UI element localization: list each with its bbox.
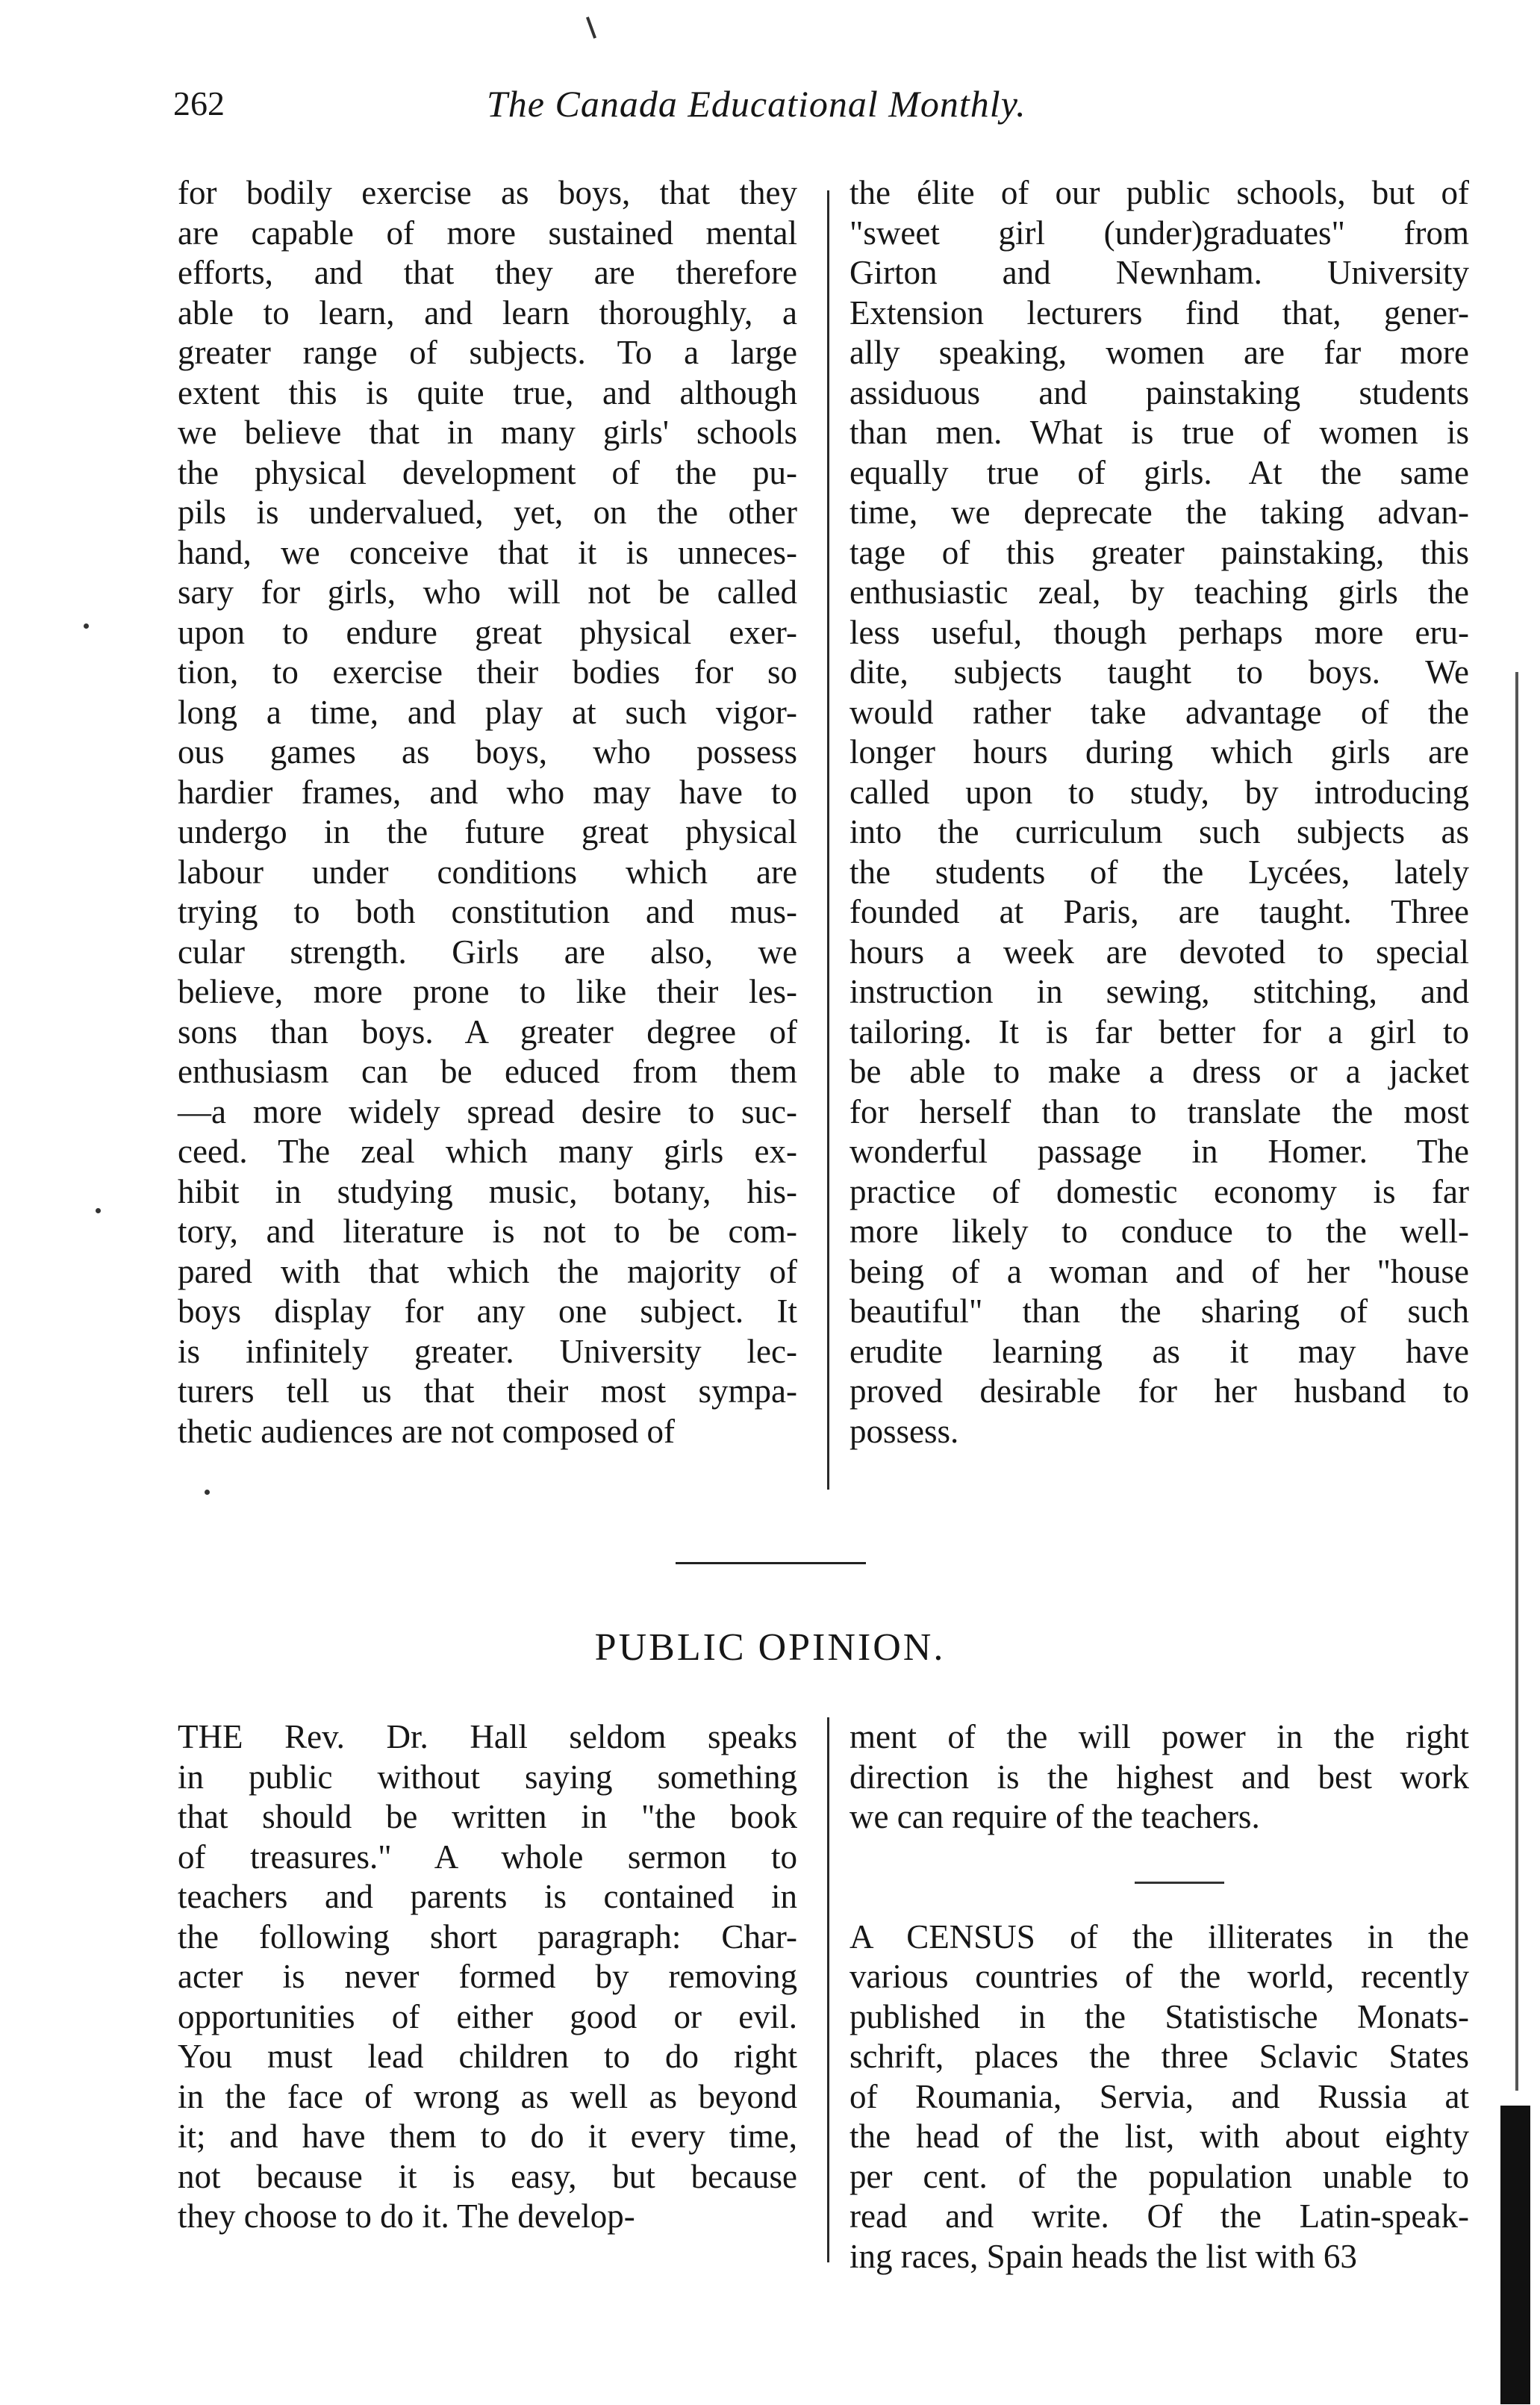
- text-line: the students of the Lycées, lately: [850, 853, 1469, 891]
- text-line: of treasures." A whole sermon to: [178, 1838, 797, 1876]
- text-line: they choose to do it. The develop-: [178, 2197, 635, 2235]
- text-line: being of a woman and of her "house: [850, 1252, 1469, 1290]
- page-header: [173, 78, 1472, 137]
- top-left-column: [178, 173, 797, 1452]
- text-line: acter is never formed by removing: [178, 1958, 797, 1995]
- text-line: "sweet girl (under)graduates" from: [850, 214, 1469, 252]
- text-line: various countries of the world, recently: [850, 1958, 1469, 1995]
- text-line: long a time, and play at such vigor-: [178, 693, 797, 731]
- text-line: pared with that which the majority of: [178, 1252, 797, 1290]
- text-line: time, we deprecate the taking advan-: [850, 494, 1469, 531]
- text-line: we can require of the teachers.: [850, 1798, 1260, 1835]
- text-line: the élite of our public schools, but of: [850, 174, 1469, 211]
- text-line: the following short paragraph: Char-: [178, 1917, 797, 1956]
- text-line: boys display for any one subject. It: [178, 1292, 797, 1330]
- text-line: enthusiastic zeal, by teaching girls the: [850, 573, 1469, 611]
- text-line: ceed. The zeal which many girls ex-: [178, 1133, 797, 1170]
- text-line: in public without saying something: [178, 1758, 797, 1796]
- text-line: hours a week are devoted to special: [850, 933, 1469, 971]
- text-line: opportunities of either good or evil.: [178, 1997, 797, 2035]
- text-line: —a more widely spread desire to suc-: [178, 1092, 797, 1130]
- scan-edge-line: [1515, 672, 1518, 2091]
- text-line: we believe that in many girls' schools: [178, 414, 797, 451]
- text-line: hardier frames, and who may have to: [178, 773, 797, 811]
- text-line: schrift, places the three Sclavic States: [850, 2038, 1469, 2075]
- top-right-column: [850, 173, 1469, 1452]
- text-line: erudite learning as it may have: [850, 1332, 1469, 1370]
- text-line: thetic audiences are not composed of: [178, 1412, 675, 1450]
- text-line: the physical development of the pu-: [178, 453, 797, 491]
- text-line: ment of the will power in the right: [850, 1718, 1469, 1755]
- text-line: ous games as boys, who possess: [178, 733, 797, 771]
- text-line: published in the Statistische Monats-: [850, 1997, 1469, 2035]
- text-line: longer hours during which girls are: [850, 733, 1469, 771]
- text-line: undergo in the future great physical: [178, 813, 797, 850]
- scan-speck: [205, 1490, 210, 1495]
- page-number: 262: [173, 84, 225, 122]
- text-line: are capable of more sustained mental: [178, 214, 797, 252]
- scan-mark: [586, 16, 596, 39]
- text-line: Extension lecturers find that, gener-: [850, 293, 1469, 332]
- text-line: sary for girls, who will not be called: [178, 573, 797, 611]
- text-line: of Roumania, Servia, and Russia at: [850, 2077, 1469, 2115]
- text-line: believe, more prone to like their les-: [178, 973, 797, 1010]
- text-line: less useful, though perhaps more eru-: [850, 613, 1469, 651]
- text-line: sons than boys. A greater degree of: [178, 1012, 797, 1051]
- section-title: PUBLIC OPINION.: [594, 1626, 946, 1669]
- section-separator-rule: [676, 1562, 866, 1564]
- text-line: instruction in sewing, stitching, and: [850, 973, 1469, 1010]
- text-line: beautiful" than the sharing of such: [850, 1292, 1469, 1330]
- text-line: founded at Paris, are taught. Three: [850, 893, 1469, 930]
- text-line: dite, subjects taught to boys. We: [850, 653, 1469, 691]
- text-line: THE Rev. Dr. Hall seldom speaks: [178, 1718, 797, 1755]
- journal-title: The Canada Educational Monthly.: [487, 83, 1026, 125]
- text-line: be able to make a dress or a jacket: [850, 1053, 1469, 1090]
- text-line: extent this is quite true, and although: [178, 373, 797, 411]
- text-line: per cent. of the population unable to: [850, 2157, 1469, 2195]
- bottom-right-paragraph-1: [850, 1717, 1469, 1838]
- text-line: proved desirable for her husband to: [850, 1372, 1469, 1410]
- text-line: pils is undervalued, yet, on the other: [178, 494, 797, 531]
- text-line: greater range of subjects. To a large: [178, 334, 797, 371]
- text-line: not because it is easy, but because: [178, 2157, 797, 2195]
- text-line: hibit in studying music, botany, his-: [178, 1172, 797, 1210]
- text-line: practice of domestic economy is far: [850, 1172, 1469, 1210]
- text-line: that should be written in "the book: [178, 1798, 797, 1835]
- text-line: ally speaking, women are far more: [850, 334, 1469, 371]
- text-line: enthusiasm can be educed from them: [178, 1053, 797, 1090]
- text-line: A CENSUS of the illiterates in the: [850, 1917, 1469, 1956]
- text-line: ing races, Spain heads the list with 63: [850, 2237, 1357, 2275]
- text-line: is infinitely greater. University lec-: [178, 1332, 797, 1370]
- text-line: for herself than to translate the most: [850, 1092, 1469, 1130]
- text-line: labour under conditions which are: [178, 853, 797, 891]
- bottom-left-column: [178, 1717, 797, 2237]
- column-divider-top: [827, 190, 829, 1490]
- paragraph-separator-rule: [1135, 1882, 1224, 1884]
- text-line: turers tell us that their most sympa-: [178, 1372, 797, 1410]
- text-line: tailoring. It is far better for a girl to: [850, 1012, 1469, 1051]
- text-line: would rather take advantage of the: [850, 693, 1469, 731]
- scan-edge-shadow: [1500, 2106, 1530, 2404]
- text-line: hand, we conceive that it is unneces-: [178, 533, 797, 571]
- text-line: more likely to conduce to the well-: [850, 1213, 1469, 1250]
- scan-speck: [84, 623, 89, 629]
- text-line: read and write. Of the Latin-speak-: [850, 2197, 1469, 2235]
- text-line: possess.: [850, 1412, 959, 1450]
- scan-speck: [96, 1208, 101, 1213]
- text-line: upon to endure great physical exer-: [178, 613, 797, 651]
- text-line: assiduous and painstaking students: [850, 373, 1469, 411]
- text-line: called upon to study, by introducing: [850, 773, 1469, 811]
- text-line: efforts, and that they are therefore: [178, 254, 797, 291]
- text-line: in the face of wrong as well as beyond: [178, 2077, 797, 2115]
- text-line: than men. What is true of women is: [850, 414, 1469, 451]
- text-line: it; and have them to do it every time,: [178, 2118, 797, 2155]
- text-line: direction is the highest and best work: [850, 1758, 1469, 1796]
- text-line: Girton and Newnham. University: [850, 254, 1469, 291]
- text-line: into the curriculum such subjects as: [850, 813, 1469, 850]
- bottom-right-paragraph-2: [850, 1917, 1469, 2277]
- text-line: tion, to exercise their bodies for so: [178, 653, 797, 691]
- text-line: teachers and parents is contained in: [178, 1878, 797, 1915]
- text-line: able to learn, and learn thoroughly, a: [178, 293, 797, 332]
- text-line: equally true of girls. At the same: [850, 453, 1469, 491]
- text-line: the head of the list, with about eighty: [850, 2118, 1469, 2155]
- bottom-right-column: [850, 1717, 1469, 2277]
- text-line: wonderful passage in Homer. The: [850, 1133, 1469, 1170]
- text-line: cular strength. Girls are also, we: [178, 933, 797, 971]
- text-line: tory, and literature is not to be com-: [178, 1213, 797, 1250]
- text-line: trying to both constitution and mus-: [178, 893, 797, 930]
- text-line: You must lead children to do right: [178, 2038, 797, 2075]
- column-divider-bottom: [827, 1717, 829, 2262]
- text-line: for bodily exercise as boys, that they: [178, 174, 797, 211]
- text-line: tage of this greater painstaking, this: [850, 533, 1469, 571]
